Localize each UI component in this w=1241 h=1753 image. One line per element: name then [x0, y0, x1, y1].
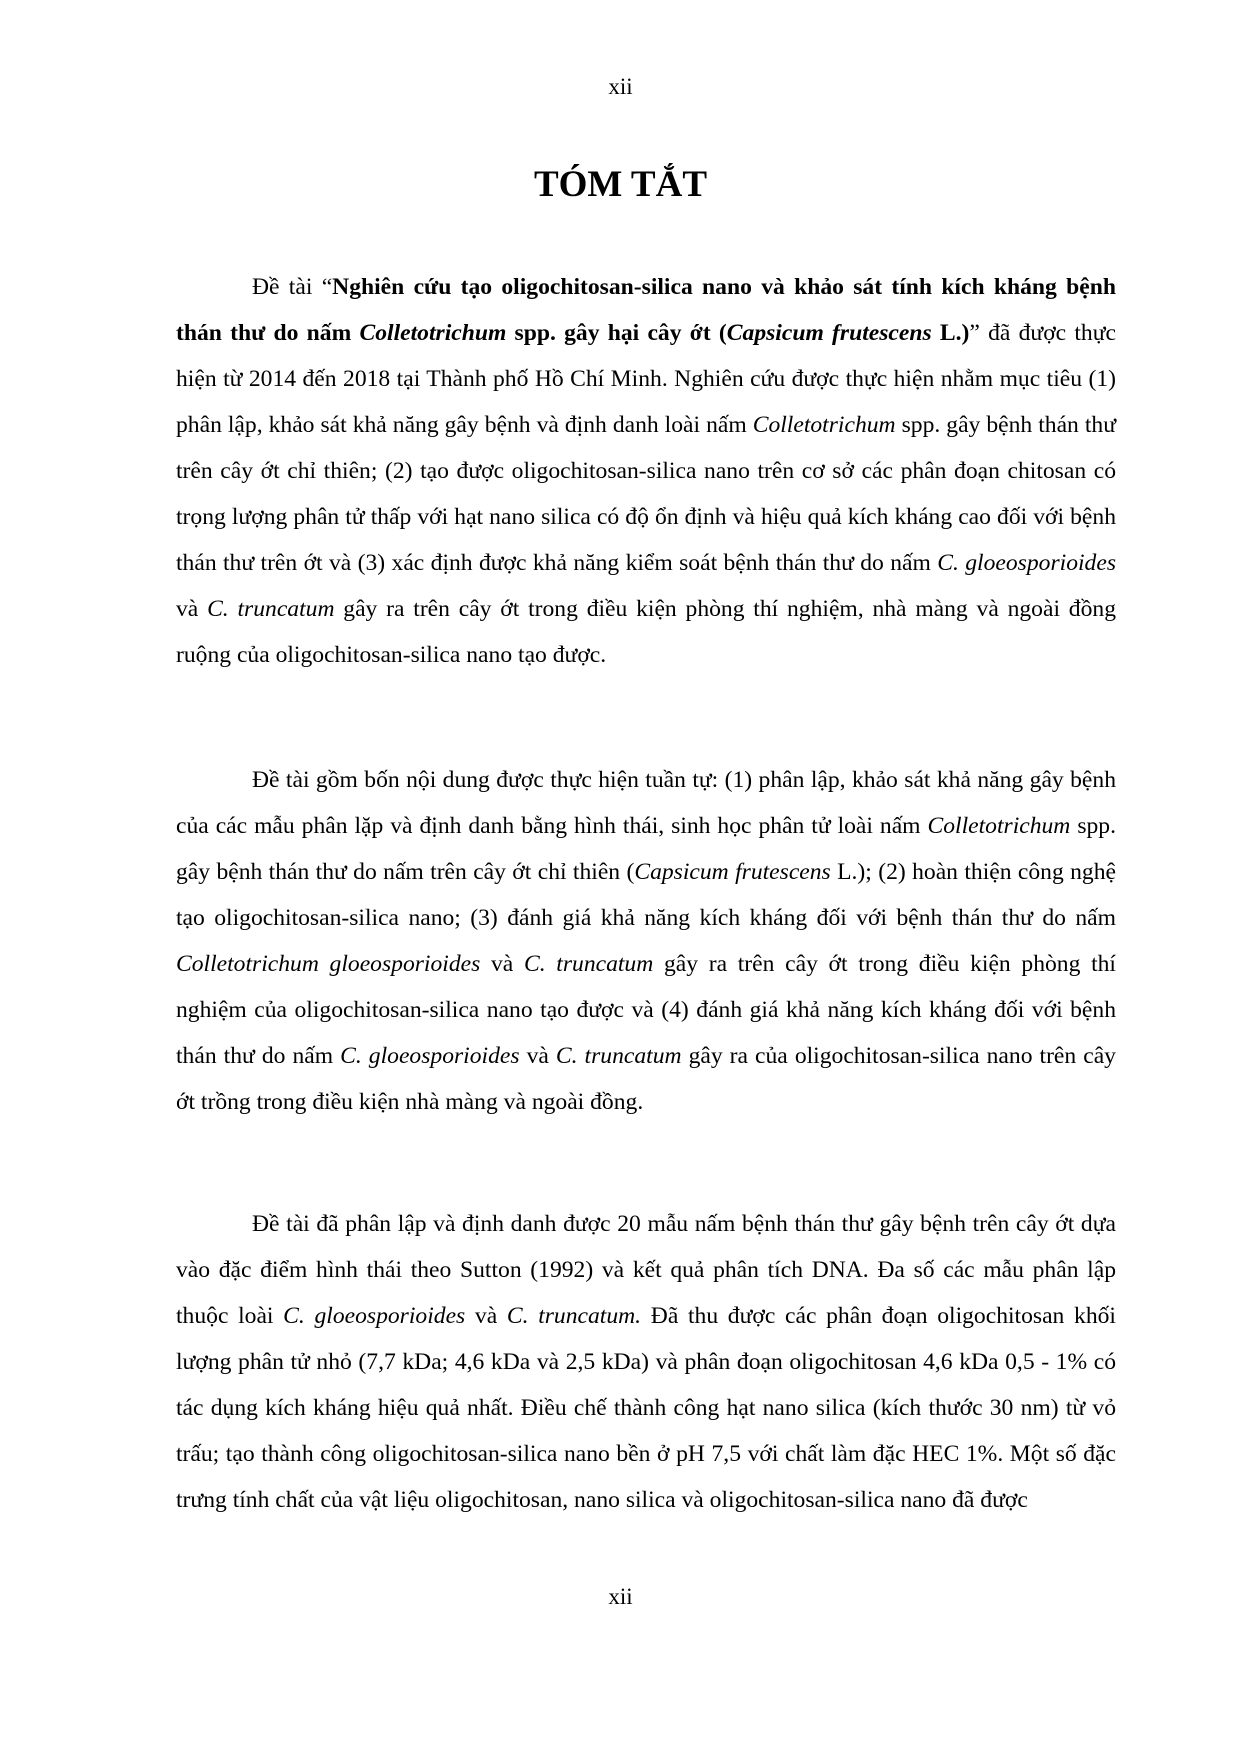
page-number-bottom: xii [608, 1584, 633, 1609]
page-number-top: xii [608, 74, 633, 99]
page-title: TÓM TẮT [533, 164, 708, 205]
thesis-title-bold: Nghiên cứu tạo oligochitosan-silica nano và khảo sát tính kích kháng bệnh thán thư do nấm [176, 274, 1116, 346]
species-name: C. truncatum [523, 951, 654, 977]
genus-name: Colletotrichum [359, 320, 507, 346]
text-run: Đề tài “ [252, 274, 333, 300]
species-name: C. gloeosporioides [283, 1303, 466, 1329]
species-name: C. gloeosporioides [937, 550, 1116, 576]
paragraph-2 [176, 757, 1116, 1125]
thesis-title-bold: spp. gây hại cây ớt ( [506, 320, 727, 346]
text-run: ” đã được thực hiện từ 2014 đến 2018 tại Thành phố Hồ Chí Minh. Nghiên cứu được thực hiện nhằm mục tiêu (1) phân lập, khảo sát khả năng gây bệnh và định danh loài nấm [176, 320, 1116, 438]
text-run: Đề tài đã phân lập và định danh được 20 mẫu nấm bệnh thán thư gây bệnh trên cây ớt dựa vào đặc điểm hình thái theo Sutton (1992) và kết quả phân tích DNA. Đa số các mẫu phân lập thuộc loài [176, 1211, 1116, 1329]
species-name: C. truncatum [207, 596, 335, 622]
text-run: Đã thu được các phân đoạn oligochitosan khối lượng phân tử nhỏ (7,7 kDa; 4,6 kDa và 2,5 kDa) và phân đoạn oligochitosan 4,6 kDa 0,5 - 1% có tác dụng kích kháng hiệu quả nhất. Điều chế thành công hạt nano silica (kích thước 30 nm) từ vỏ trấu; tạo thành công oligochitosan-silica nano bền ở pH 7,5 với chất làm đặc HEC 1%. Một số đặc trưng tính chất của vật liệu oligochitosan, nano silica và oligochitosan-silica nano đã được [176, 1303, 1116, 1513]
paragraph-1 [176, 264, 1116, 678]
text-run: và [480, 951, 524, 977]
species-name: C. truncatum. [506, 1303, 642, 1329]
genus-name: Colletotrichum [927, 813, 1071, 839]
species-name: C. truncatum [555, 1043, 682, 1069]
species-name: Capsicum frutescens [726, 320, 932, 346]
paragraph-3 [176, 1201, 1116, 1523]
text-run: gây ra trên cây ớt trong điều kiện phòng thí nghiệm, nhà màng và ngoài đồng ruộng của oligochitosan-silica nano tạo được. [176, 596, 1116, 668]
text-run: và [176, 596, 208, 622]
genus-name: Colletotrichum [752, 412, 896, 438]
text-run: và [519, 1043, 556, 1069]
text-run: và [465, 1303, 507, 1329]
text-run: Đề tài gồm bốn nội dung được thực hiện tuần tự: (1) phân lập, khảo sát khả năng gây bệnh của các mẫu phân lặp và định danh bằng hình thái, sinh học phân tử loài nấm [176, 767, 1116, 839]
thesis-title-bold: L.) [931, 320, 970, 346]
text-run: spp. gây bệnh thán thư trên cây ớt chỉ thiên; (2) tạo được oligochitosan-silica nano trên cơ sở các phân đoạn chitosan có trọng lượng phân tử thấp với hạt nano silica có độ ổn định và hiệu quả kích kháng cao đối với bệnh thán thư trên ớt và (3) xác định được khả năng kiểm soát bệnh thán thư do nấm [176, 412, 1117, 576]
species-name: C. gloeosporioides [340, 1043, 520, 1069]
species-name: Capsicum frutescens [634, 859, 831, 885]
text-run: gây ra trên cây ớt trong điều kiện phòng thí nghiệm của oligochitosan-silica nano tạo được và (4) đánh giá khả năng kích kháng đối với bệnh thán thư do nấm [176, 951, 1116, 1069]
text-run: gây ra của oligochitosan-silica nano trên cây ớt trồng trong điều kiện nhà màng và ngoài đồng. [176, 1043, 1116, 1115]
text-run: L.); (2) hoàn thiện công nghệ tạo oligochitosan-silica nano; (3) đánh giá khả năng kích kháng đối với bệnh thán thư do nấm [176, 859, 1116, 931]
text-run: spp. gây bệnh thán thư do nấm trên cây ớt chỉ thiên ( [176, 813, 1116, 885]
species-name: Colletotrichum gloeosporioides [176, 951, 481, 977]
